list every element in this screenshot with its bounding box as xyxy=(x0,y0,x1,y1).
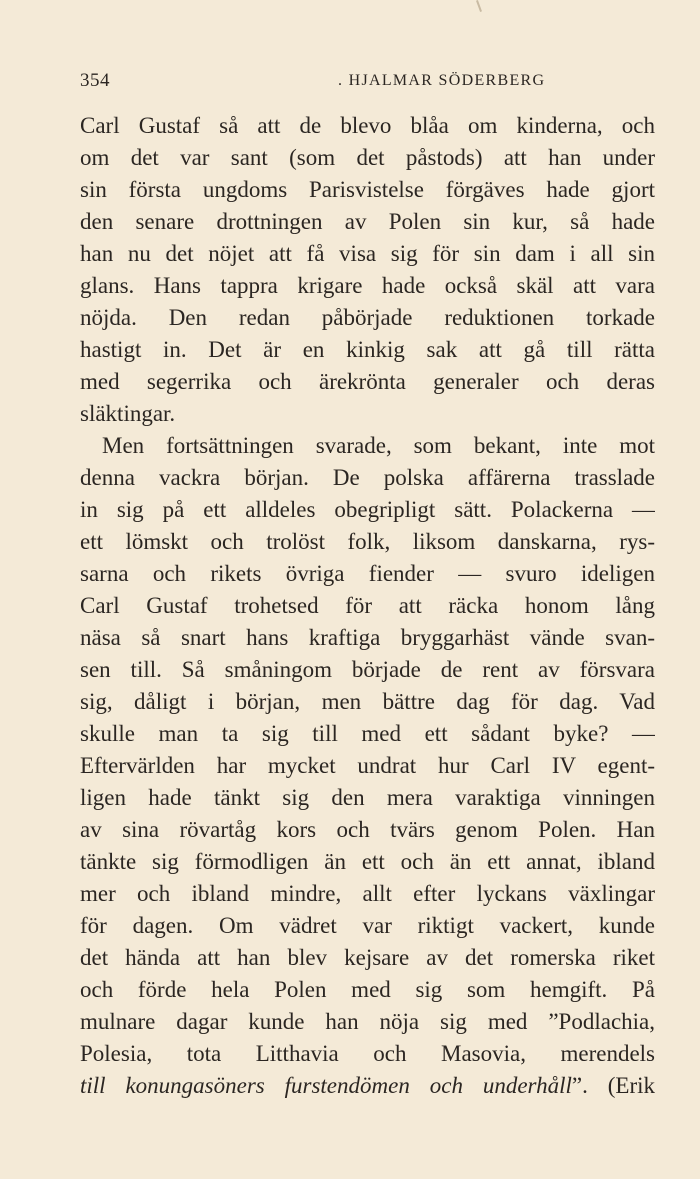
text-line-italic xyxy=(80,1070,655,1102)
text-line: släktingar. xyxy=(80,401,176,426)
body-text xyxy=(80,110,655,1102)
text-line: av sina rövartåg kors och tvärs genom Polen. Han xyxy=(80,817,655,842)
text-line: med segerrika och ärekrönta generaler och deras xyxy=(80,369,655,394)
page-mark xyxy=(476,0,482,12)
page-number: 354 xyxy=(80,70,110,91)
text-line: in sig på ett alldeles obegripligt sätt. Polackerna — xyxy=(80,497,655,522)
text-line: Carl Gustaf så att de blevo blåa om kinderna, och xyxy=(80,113,655,138)
text-line: mulnare dagar kunde han nöja sig med ”Podlachia, xyxy=(80,1009,655,1034)
text-line: ligen hade tänkt sig den mera varaktiga vinningen xyxy=(80,785,655,810)
text-line: för dagen. Om vädret var riktigt vackert, kunde xyxy=(80,913,655,938)
text-line: glans. Hans tappra krigare hade också skäl att vara xyxy=(80,273,655,298)
text-line: han nu det nöjet att få visa sig för sin dam i all sin xyxy=(80,241,655,266)
text-line: sen till. Så småningom började de rent av försvara xyxy=(80,657,655,682)
text-line: och förde hela Polen med sig som hemgift. På xyxy=(80,977,655,1002)
text-line: Eftervärlden har mycket undrat hur Carl IV egent- xyxy=(80,753,655,778)
text-line: om det var sant (som det påstods) att han under xyxy=(80,145,655,170)
text-line: skulle man ta sig till med ett sådant byke? — xyxy=(80,721,655,746)
running-head: . HJALMAR SÖDERBERG xyxy=(338,72,546,89)
text-line: denna vackra början. De polska affärerna trasslade xyxy=(80,465,655,490)
text-line: Carl Gustaf trohetsed för att räcka honom lång xyxy=(80,593,655,618)
text-line: sin första ungdoms Parisvistelse förgäves hade gjort xyxy=(80,177,655,202)
page-header xyxy=(80,70,660,100)
citation-tail: ”. (Erik xyxy=(571,1073,655,1098)
text-line: Men fortsättningen svarade, som bekant, inte mot xyxy=(102,433,655,458)
text-line: nöjda. Den redan påbörjade reduktionen torkade xyxy=(80,305,655,330)
text-line: näsa så snart hans kraftiga bryggarhäst vände svan- xyxy=(80,625,655,650)
italic-title: till konungasöners furstendömen och underhåll xyxy=(80,1073,572,1098)
text-line: mer och ibland mindre, allt efter lyckans växlingar xyxy=(80,881,655,906)
text-line: ett lömskt och trolöst folk, liksom danskarna, rys- xyxy=(80,529,655,554)
text-line: Polesia, tota Litthavia och Masovia, merendels xyxy=(80,1041,655,1066)
text-line: sarna och rikets övriga fiender — svuro ideligen xyxy=(80,561,655,586)
text-line: den senare drottningen av Polen sin kur, så hade xyxy=(80,209,655,234)
text-line: det hända att han blev kejsare av det romerska riket xyxy=(80,945,655,970)
text-line: hastigt in. Det är en kinkig sak att gå till rätta xyxy=(80,337,655,362)
text-line: tänkte sig förmodligen än ett och än ett annat, ibland xyxy=(80,849,655,874)
text-line: sig, dåligt i början, men bättre dag för dag. Vad xyxy=(80,689,655,714)
